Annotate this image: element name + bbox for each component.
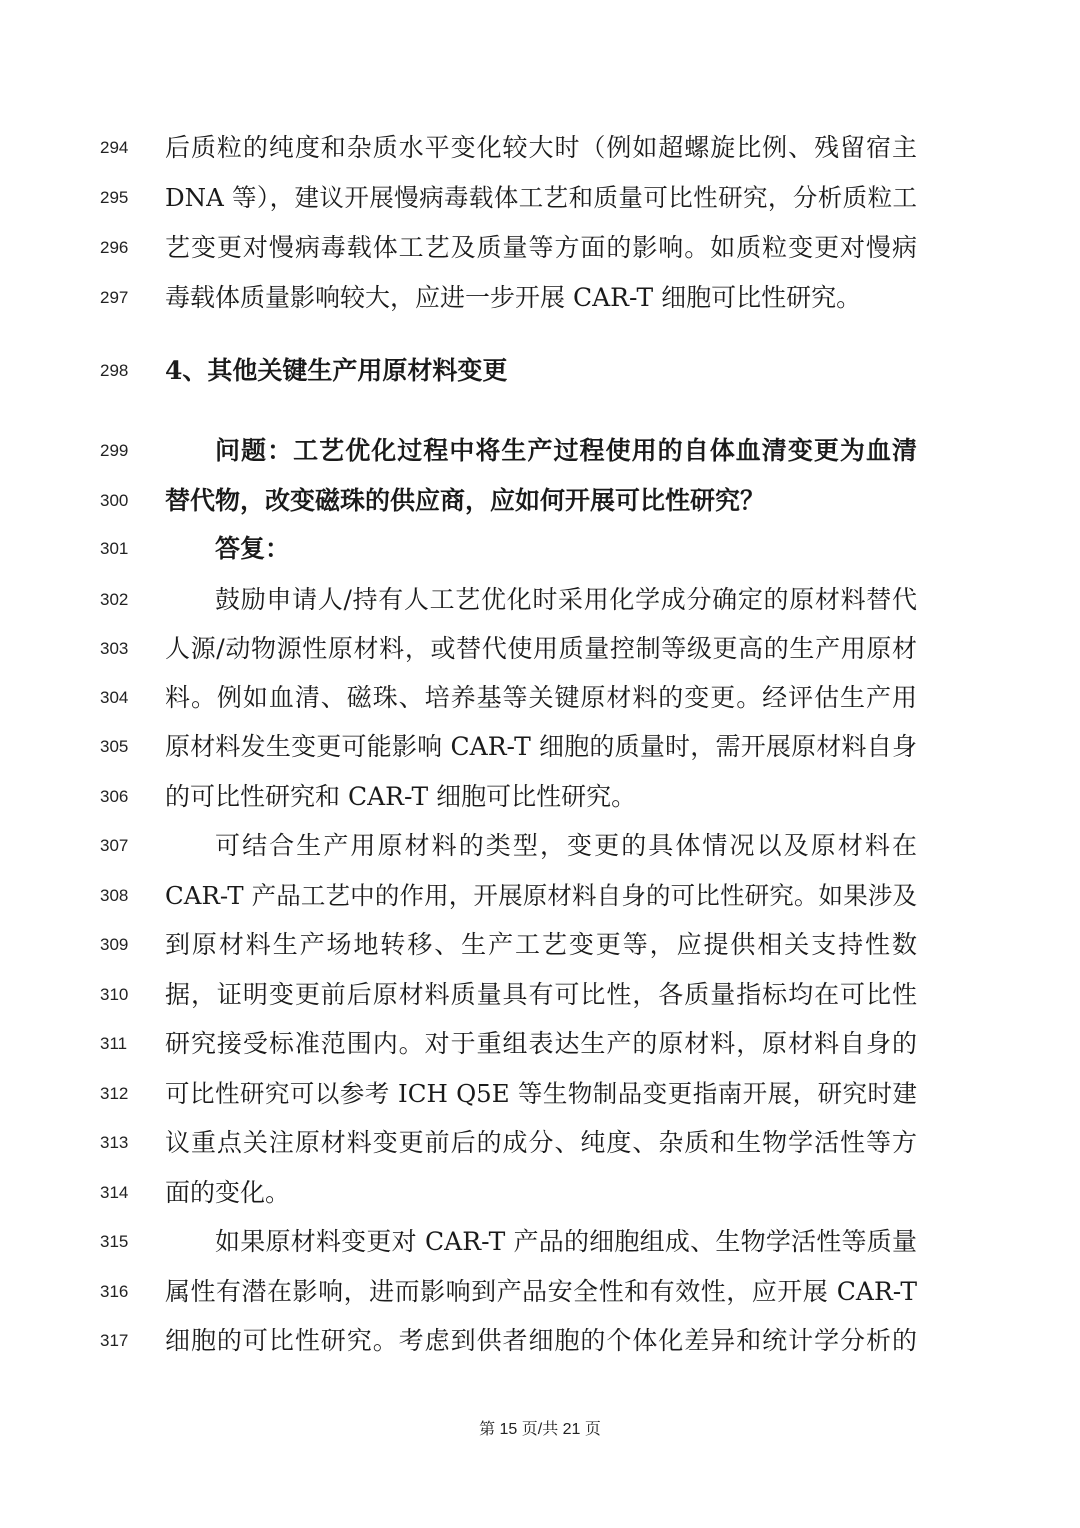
- question-line: [0, 481, 1080, 521]
- line-number: 316: [100, 1282, 129, 1301]
- line-text: 鼓励申请人/持有人工艺优化时采用化学成分确定的原材料替代: [215, 585, 917, 614]
- text-line: [0, 580, 1080, 620]
- line-text: DNA 等），建议开展慢病毒载体工艺和质量可比性研究，分析质粒工: [165, 183, 917, 212]
- line-text: 如果原材料变更对 CAR-T 产品的细胞组成、生物学活性等质量: [215, 1227, 917, 1256]
- line-number: 294: [100, 138, 129, 157]
- line-text: 议重点关注原材料变更前后的成分、纯度、杂质和生物学活性等方: [165, 1128, 917, 1157]
- text-line: [0, 278, 1080, 318]
- text-line: [0, 1074, 1080, 1114]
- line-number: 315: [100, 1232, 129, 1251]
- section-heading-line: [0, 351, 1080, 391]
- line-number: 297: [100, 288, 129, 307]
- text-line: [0, 128, 1080, 168]
- line-text: 艺变更对慢病毒载体工艺及质量等方面的影响。如质粒变更对慢病: [165, 233, 917, 262]
- text-line: [0, 777, 1080, 817]
- text-line: [0, 1123, 1080, 1163]
- question-line: [0, 431, 1080, 471]
- text-line: [0, 629, 1080, 669]
- line-text: 属性有潜在影响，进而影响到产品安全性和有效性，应开展 CAR-T: [165, 1277, 917, 1306]
- text-line: [0, 727, 1080, 767]
- text-line: [0, 1173, 1080, 1213]
- line-text: 到原材料生产场地转移、生产工艺变更等，应提供相关支持性数: [165, 930, 917, 959]
- text-line: [0, 1272, 1080, 1312]
- line-number: 301: [100, 539, 129, 558]
- line-number: 308: [100, 886, 129, 905]
- text-line: [0, 876, 1080, 916]
- line-number: 298: [100, 361, 129, 380]
- line-number: 311: [100, 1034, 128, 1053]
- text-line: [0, 975, 1080, 1015]
- line-text: 据，证明变更前后原材料质量具有可比性，各质量指标均在可比性: [165, 980, 917, 1009]
- section-heading: 4、其他关键生产用原材料变更: [165, 356, 508, 385]
- page-footer: 第 15 页/共 21 页: [479, 1421, 601, 1438]
- line-number: 304: [100, 688, 129, 707]
- question-text: 问题：工艺优化过程中将生产过程使用的自体血清变更为血清: [215, 436, 917, 465]
- text-line: [0, 1321, 1080, 1361]
- answer-heading-line: [0, 529, 1080, 569]
- text-line: [0, 1222, 1080, 1262]
- line-number: 302: [100, 590, 129, 609]
- line-number: 317: [100, 1331, 129, 1350]
- line-number: 309: [100, 935, 129, 954]
- line-number: 307: [100, 836, 129, 855]
- line-text: 料。例如血清、磁珠、培养基等关键原材料的变更。经评估生产用: [165, 683, 917, 712]
- text-line: [0, 826, 1080, 866]
- line-number: 314: [100, 1183, 129, 1202]
- line-text: 原材料发生变更可能影响 CAR-T 细胞的质量时，需开展原材料自身: [165, 732, 917, 761]
- text-line: [0, 1024, 1080, 1064]
- line-number: 295: [100, 188, 129, 207]
- line-text: 面的变化。: [165, 1178, 291, 1207]
- line-number: 303: [100, 639, 129, 658]
- line-number: 310: [100, 985, 129, 1004]
- text-line: [0, 925, 1080, 965]
- line-number: 306: [100, 787, 129, 806]
- line-number: 299: [100, 441, 129, 460]
- line-text: 细胞的可比性研究。考虑到供者细胞的个体化差异和统计学分析的: [165, 1326, 917, 1355]
- line-text: 的可比性研究和 CAR-T 细胞可比性研究。: [165, 782, 637, 811]
- line-text: 可比性研究可以参考 ICH Q5E 等生物制品变更指南开展，研究时建: [165, 1079, 917, 1108]
- question-text: 替代物，改变磁珠的供应商，应如何开展可比性研究？: [165, 486, 766, 515]
- text-line: [0, 178, 1080, 218]
- line-text: 可结合生产用原材料的类型，变更的具体情况以及原材料在: [215, 831, 917, 860]
- line-number: 312: [100, 1084, 129, 1103]
- line-text: 研究接受标准范围内。对于重组表达生产的原材料，原材料自身的: [165, 1029, 917, 1058]
- line-text: 毒载体质量影响较大，应进一步开展 CAR-T 细胞可比性研究。: [165, 283, 862, 312]
- text-line: [0, 228, 1080, 268]
- line-number: 305: [100, 737, 129, 756]
- line-text: 人源/动物源性原材料，或替代使用质量控制等级更高的生产用原材: [165, 634, 917, 663]
- line-number: 313: [100, 1133, 129, 1152]
- line-number: 296: [100, 238, 129, 257]
- line-text: 后质粒的纯度和杂质水平变化较大时（例如超螺旋比例、残留宿主: [165, 133, 917, 162]
- answer-heading: 答复：: [215, 534, 291, 563]
- line-text: CAR-T 产品工艺中的作用，开展原材料自身的可比性研究。如果涉及: [165, 881, 917, 910]
- text-line: [0, 678, 1080, 718]
- line-number: 300: [100, 491, 129, 510]
